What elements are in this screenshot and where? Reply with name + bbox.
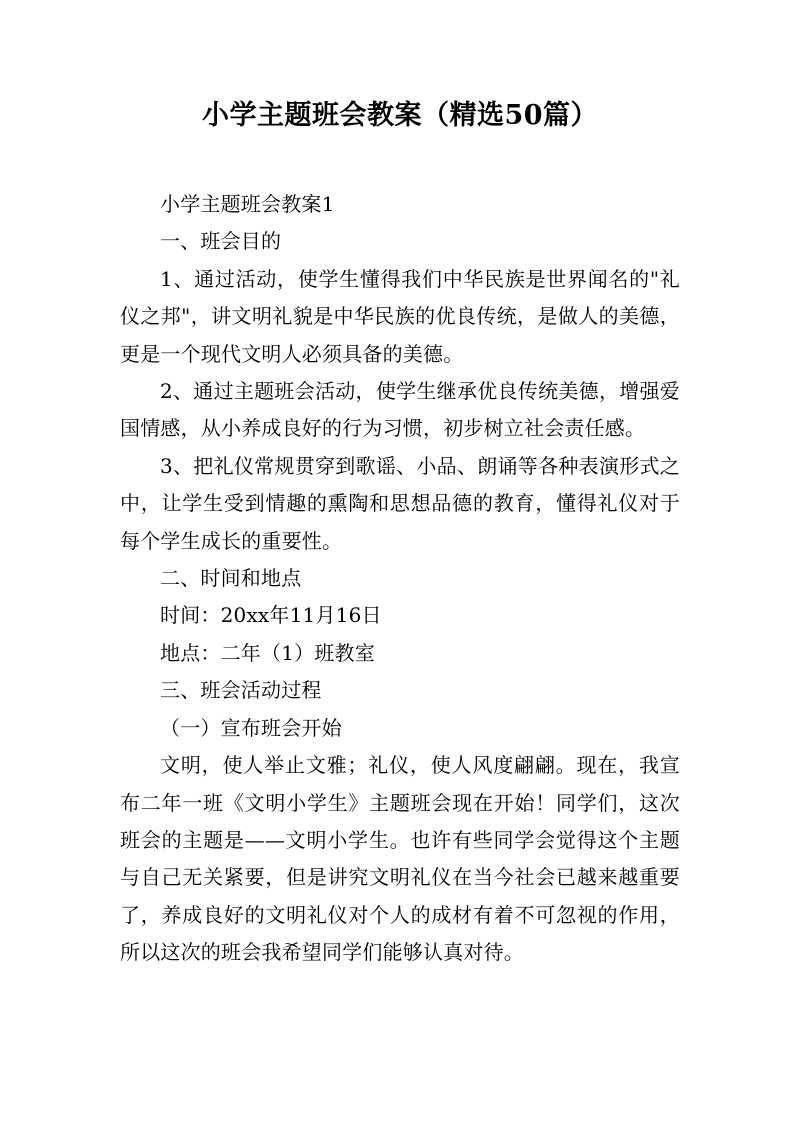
section-heading-time-place: 二、时间和地点 [160, 566, 302, 591]
time-line: 时间：20xx年11月16日 [160, 603, 382, 628]
document-body [120, 186, 680, 972]
document-title: 小学主题班会教案（精选50篇） [201, 100, 599, 131]
lesson-plan-heading: 小学主题班会教案1 [160, 192, 335, 216]
section-heading-process: 三、班会活动过程 [160, 678, 322, 703]
purpose-item-3: 3、把礼仪常规贯穿到歌谣、小品、朗诵等各种表演形式之中，让学生受到情趣的熏陶和思想品德的教育，懂得礼仪对于每个学生成长的重要性。 [120, 453, 680, 553]
section-heading-purpose: 一、班会目的 [160, 229, 282, 254]
purpose-item-2: 2、通过主题班会活动，使学生继承优良传统美德，增强爱国情感，从小养成良好的行为习惯，初步树立社会责任感。 [120, 379, 680, 441]
subsection-heading-opening: （一）宣布班会开始 [160, 715, 342, 740]
place-line: 地点：二年（1）班教室 [160, 640, 375, 665]
opening-paragraph: 文明，使人举止文雅；礼仪，使人风度翩翩。现在，我宣布二年一班《文明小学生》主题班会现在开始！同学们，这次班会的主题是——文明小学生。也许有些同学会觉得这个主题与自己无关紧要，但是讲究文明礼仪在当今社会已越来越重要了，养成良好的文明礼仪对个人的成材有着不可忽视的作用，所以这次的班会我希望同学们能够认真对待。 [120, 753, 680, 965]
purpose-item-1: 1、通过活动，使学生懂得我们中华民族是世界闻名的"礼仪之邦"，讲文明礼貌是中华民族的优良传统，是做人的美德，更是一个现代文明人必须具备的美德。 [120, 266, 680, 366]
